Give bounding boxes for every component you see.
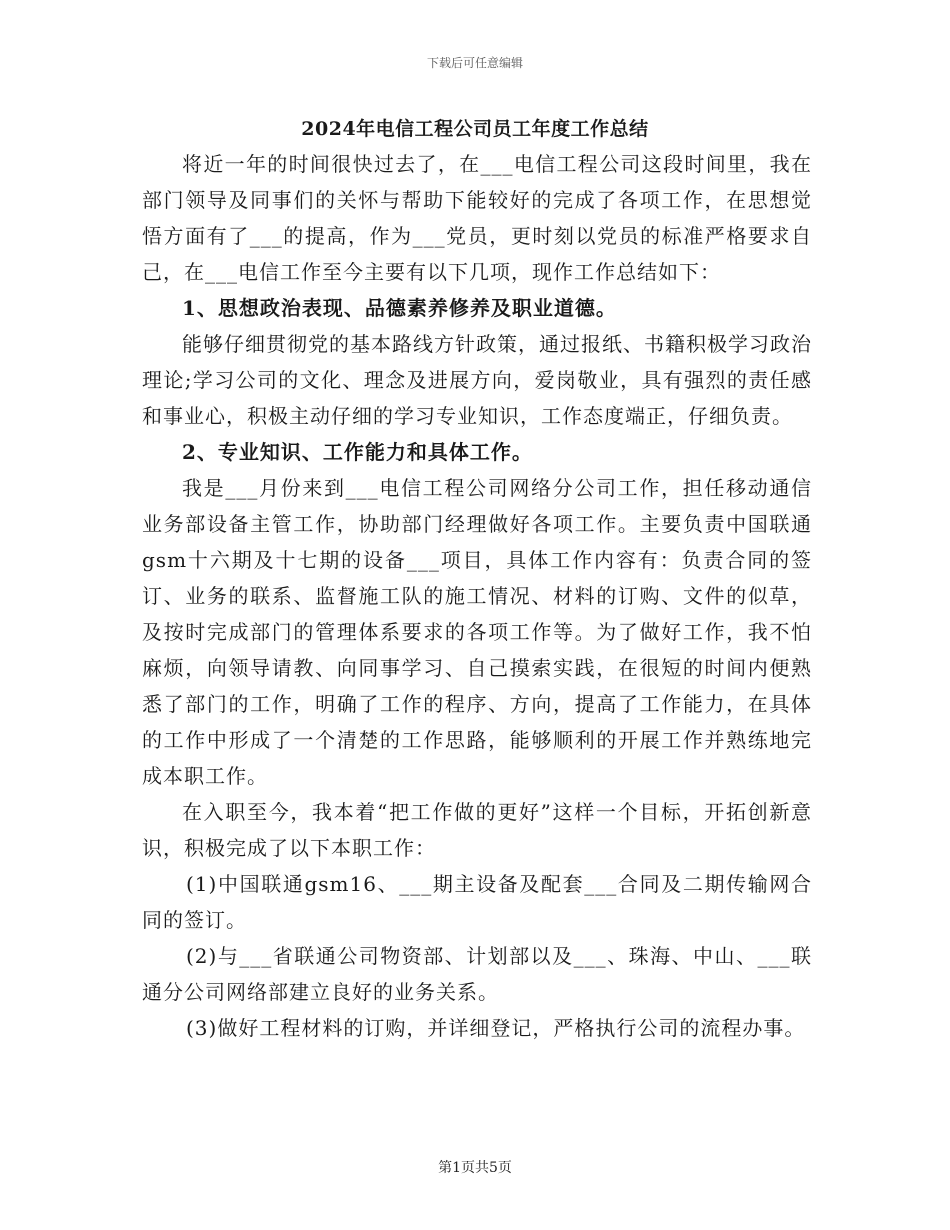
paragraph-political: 能够仔细贯彻党的基本路线方针政策，通过报纸、书籍积极学习政治理论;学习公司的文化、理念及进展方向，爱岗敬业，具有强烈的责任感和事业心，积极主动仔细的学习专业知识，工作态度端正，仔细负责。 bbox=[142, 332, 812, 428]
paragraph-intro: 将近一年的时间很快过去了，在___电信工程公司这段时间里，我在部门领导及同事们的关怀与帮助下能较好的完成了各项工作，在思想觉悟方面有了___的提高，作为___党员，更时刻以党员的标准严格要求自己，在___电信工作至今主要有以下几项，现作工作总结如下： bbox=[142, 152, 812, 284]
document-title: 2024年电信工程公司员工年度工作总结 bbox=[301, 118, 649, 140]
paragraph-work: 我是___月份来到___电信工程公司网络分公司工作，担任移动通信业务部设备主管工作，协助部门经理做好各项工作。主要负责中国联通gsm十六期及十七期的设备___项目，具体工作内容有：负责合同的签订、业务的联系、监督施工队的施工情况、材料的订购、文件的似草，及按时完成部门的管理体系要求的各项工作等。为了做好工作，我不怕麻烦，向领导请教、向同事学习、自己摸索实践，在很短的时间内便熟悉了部门的工作，明确了工作的程序、方向，提高了工作能力，在具体的工作中形成了一个清楚的工作思路，能够顺利的开展工作并熟练地完成本职工作。 bbox=[142, 476, 812, 788]
document-body bbox=[142, 146, 812, 1046]
section-heading-1: 1、思想政治表现、品德素养修养及职业道德。 bbox=[182, 296, 617, 320]
header-note: 下载后可任意编辑 bbox=[426, 56, 523, 70]
paragraph-goal: 在入职至今，我本着“把工作做的更好”这样一个目标，开拓创新意识，积极完成了以下本职工作： bbox=[142, 800, 812, 860]
list-item-2: (2)与___省联通公司物资部、计划部以及___、珠海、中山、___联通分公司网络部建立良好的业务关系。 bbox=[142, 944, 812, 1004]
list-item-3: (3)做好工程材料的订购，并详细登记，严格执行公司的流程办事。 bbox=[186, 1016, 806, 1040]
page-indicator: 第1页共5页 bbox=[438, 1160, 512, 1176]
list-item-1: (1)中国联通gsm16、___期主设备及配套___合同及二期传输网合同的签订。 bbox=[142, 872, 812, 932]
section-heading-2: 2、专业知识、工作能力和具体工作。 bbox=[182, 440, 533, 464]
